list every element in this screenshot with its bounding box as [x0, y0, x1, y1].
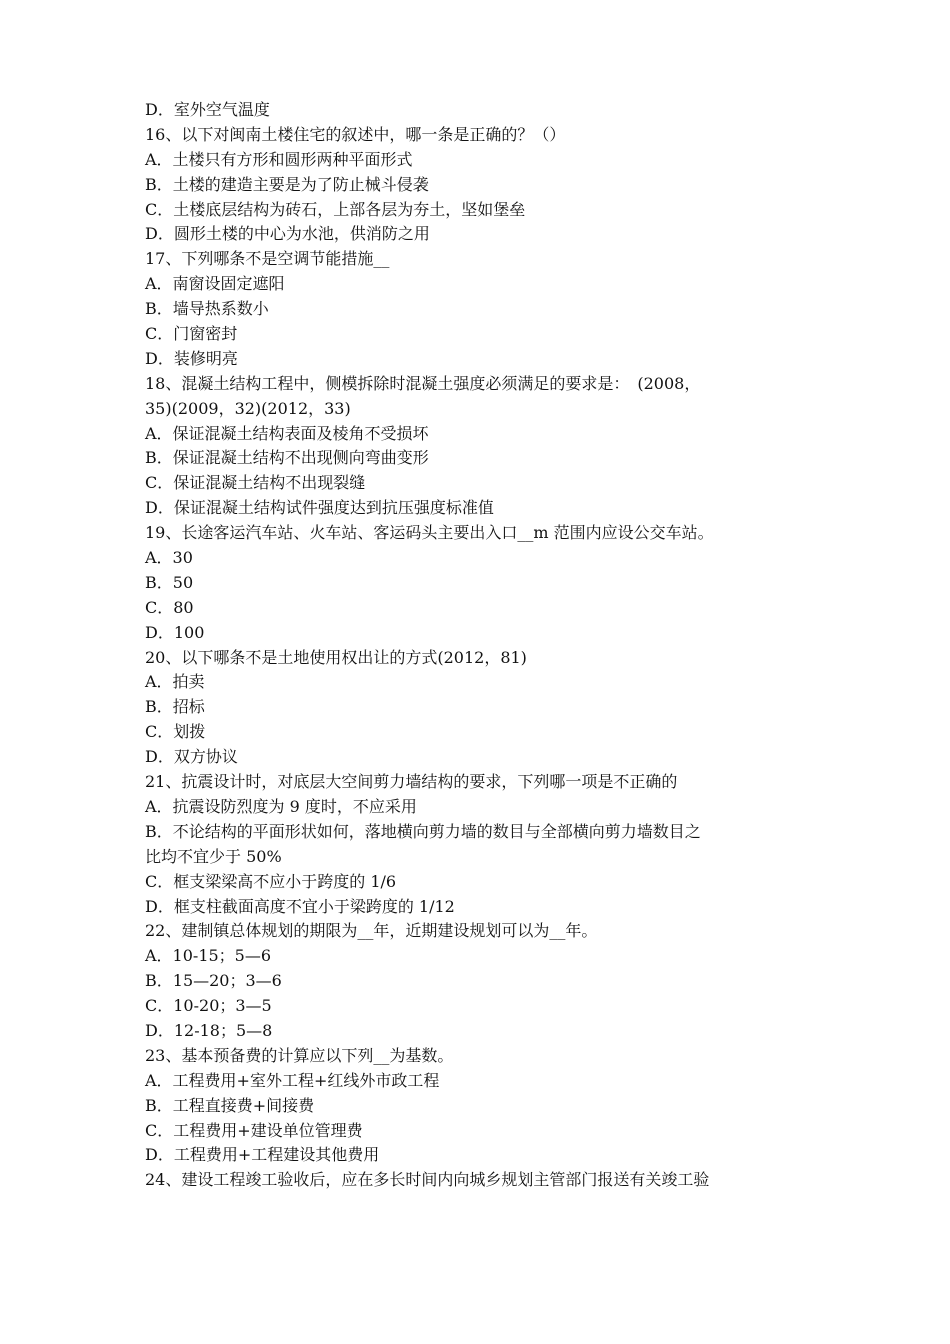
text-line: B．土楼的建造主要是为了防止械斗侵袭	[145, 174, 429, 194]
text-line: 17、下列哪条不是空调节能措施__	[145, 249, 390, 269]
text-line: 比均不宜少于 50%	[145, 846, 282, 866]
text-line: C．80	[145, 597, 194, 617]
text-line: B．墙导热系数小	[145, 299, 269, 319]
text-line: D．12-18；5—8	[145, 1020, 273, 1040]
text-line: C．保证混凝土结构不出现裂缝	[145, 473, 366, 493]
text-line: C．框支梁梁高不应小于跨度的 1/6	[145, 871, 397, 891]
text-line: C．划拨	[145, 722, 206, 742]
text-line: D．工程费用+工程建设其他费用	[145, 1145, 380, 1165]
text-line: C．工程费用+建设单位管理费	[145, 1120, 363, 1140]
text-line: 35)(2009，32)(2012，33)	[145, 398, 351, 418]
text-line: B．不论结构的平面形状如何，落地横向剪力墙的数目与全部横向剪力墙数目之	[145, 821, 701, 841]
text-line: A．抗震设防烈度为 9 度时，不应采用	[145, 796, 417, 816]
text-line: A．保证混凝土结构表面及棱角不受损坏	[145, 423, 429, 443]
text-line: C．10-20；3—5	[145, 996, 272, 1016]
text-line: B．工程直接费+间接费	[145, 1095, 315, 1115]
text-line: C．门窗密封	[145, 324, 238, 344]
text-line: A．30	[145, 548, 193, 568]
text-line: D．100	[145, 622, 205, 642]
text-line: B．保证混凝土结构不出现侧向弯曲变形	[145, 448, 429, 468]
text-line: 21、抗震设计时，对底层大空间剪力墙结构的要求，下列哪一项是不正确的	[145, 772, 678, 792]
text-line: A．拍卖	[145, 672, 205, 692]
text-line: A．南窗设固定遮阳	[145, 274, 285, 294]
text-line: D．装修明亮	[145, 348, 238, 368]
text-line: 16、以下对闽南土楼住宅的叙述中，哪一条是正确的？（）	[145, 124, 566, 144]
text-line: A．10-15；5—6	[145, 946, 272, 966]
text-line: A．工程费用+室外工程+红线外市政工程	[145, 1070, 440, 1090]
text-line: D．室外空气温度	[145, 100, 270, 119]
document-text	[145, 98, 813, 1193]
text-line: D．圆形土楼的中心为水池，供消防之用	[145, 224, 430, 244]
text-line: D．双方协议	[145, 747, 238, 767]
text-line: B．50	[145, 572, 194, 592]
text-line: B．招标	[145, 697, 205, 717]
text-line: A．土楼只有方形和圆形两种平面形式	[145, 149, 413, 169]
text-line: 19、长途客运汽车站、火车站、客运码头主要出入口__m 范围内应设公交车站。	[145, 523, 714, 543]
text-line: 24、建设工程竣工验收后，应在多长时间内向城乡规划主管部门报送有关竣工验	[145, 1170, 710, 1190]
text-line: B．15—20；3—6	[145, 971, 282, 991]
text-line: C．土楼底层结构为砖石，上部各层为夯土，坚如堡垒	[145, 199, 526, 219]
text-line: 23、基本预备费的计算应以下列__为基数。	[145, 1045, 454, 1065]
text-line: D．框支柱截面高度不宜小于梁跨度的 1/12	[145, 896, 455, 916]
text-line: 18、混凝土结构工程中，侧模拆除时混凝土强度必须满足的要求是： (2008，	[145, 373, 701, 393]
text-line: 22、建制镇总体规划的期限为__年，近期建设规划可以为__年。	[145, 921, 598, 941]
text-line: 20、以下哪条不是土地使用权出让的方式(2012，81)	[145, 647, 527, 667]
text-line: D．保证混凝土结构试件强度达到抗压强度标准值	[145, 498, 494, 518]
